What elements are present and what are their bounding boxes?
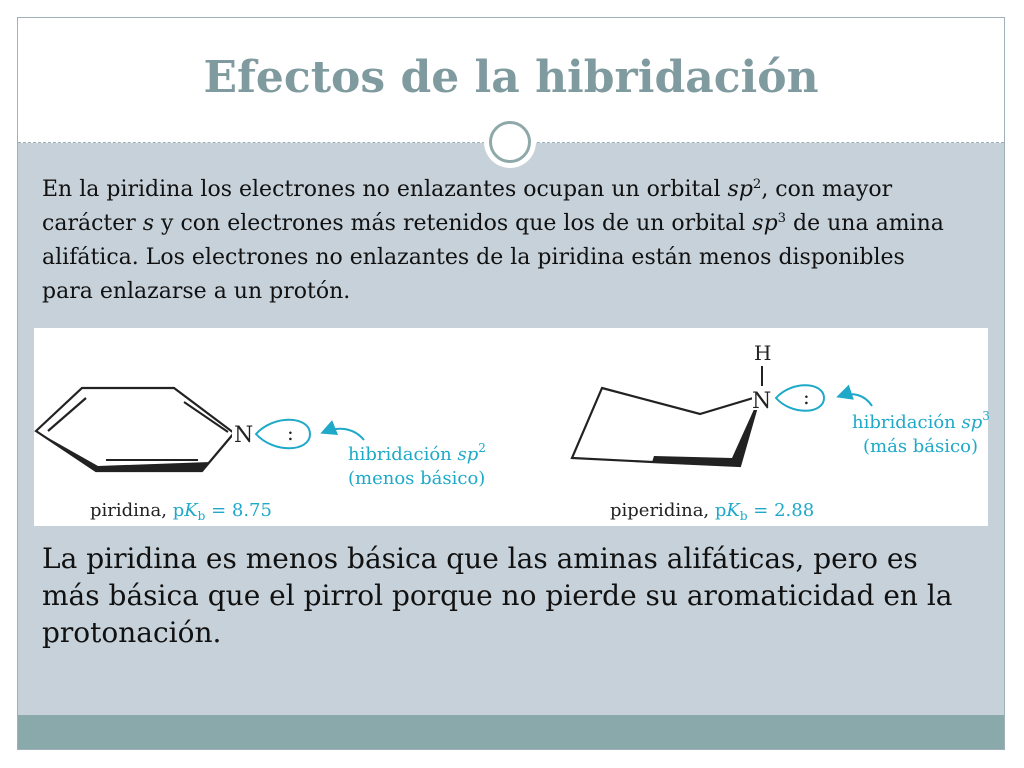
divider-circle-icon <box>484 116 536 168</box>
pyridine-double-bond-mid <box>184 402 228 432</box>
footer-bar <box>18 715 1004 749</box>
pyridine-lone-pair-dots: : <box>287 421 294 445</box>
piperidine-lone-pair-dots: : <box>803 385 810 409</box>
intro-sup-a: 2 <box>752 177 762 193</box>
pyridine-pkb-label: piridina, $pK_b = 8.75$ <box>90 500 272 523</box>
piperidine-lone-pair-orbital <box>776 385 824 411</box>
pyridine-n-atom: N <box>234 423 254 448</box>
page-title: Efectos de la hibridación <box>203 52 819 103</box>
pyridine-ring-outline <box>36 388 234 471</box>
intro-sup-b: 3 <box>777 211 787 227</box>
intro-text-2: , con mayor carácter <box>42 177 893 236</box>
intro-sp-a: sp <box>727 177 753 202</box>
intro-text-3: y con electrones más retenidos que los de un orbital <box>154 211 753 236</box>
piperidine-hybridization: hibridación $sp^3$ <box>852 409 990 433</box>
figure-panel <box>34 328 988 526</box>
piperidine-n-atom: N <box>752 389 772 414</box>
slide <box>17 17 1005 750</box>
pyridine-basicity: (menos básico) <box>348 468 486 489</box>
pyridine-lone-pair-orbital <box>256 420 310 449</box>
intro-sp-b: sp <box>752 211 778 236</box>
divider-ring <box>489 121 531 163</box>
pyridine-arrow-icon <box>324 429 364 440</box>
piperidine-basicity: (más básico) <box>863 436 978 457</box>
intro-s: s <box>142 211 155 236</box>
pyridine-structure <box>36 388 486 523</box>
structures-figure <box>34 328 988 526</box>
piperidine-arrow-icon <box>840 394 872 406</box>
piperidine-structure <box>572 341 990 523</box>
pyridine-hybridization: hibridación $sp^2$ <box>348 441 486 465</box>
conclusion-paragraph: La piridina es menos básica que las aminas alifáticas, pero es más básica que el pirrol porque no pierde su aromaticidad en la protonación. <box>42 542 953 649</box>
piperidine-ring-outline <box>572 388 760 466</box>
intro-paragraph <box>42 173 962 309</box>
intro-text-4: de una amina alifática. Los electrones no enlazantes de la piridina están menos disponibles para enlazarse a un protón. <box>42 211 944 304</box>
piperidine-pkb-label: piperidina, $pK_b = 2.88$ <box>610 500 815 523</box>
intro-text-1: En la piridina los electrones no enlazantes ocupan un orbital <box>42 177 728 202</box>
piperidine-h-atom: H <box>754 341 772 365</box>
